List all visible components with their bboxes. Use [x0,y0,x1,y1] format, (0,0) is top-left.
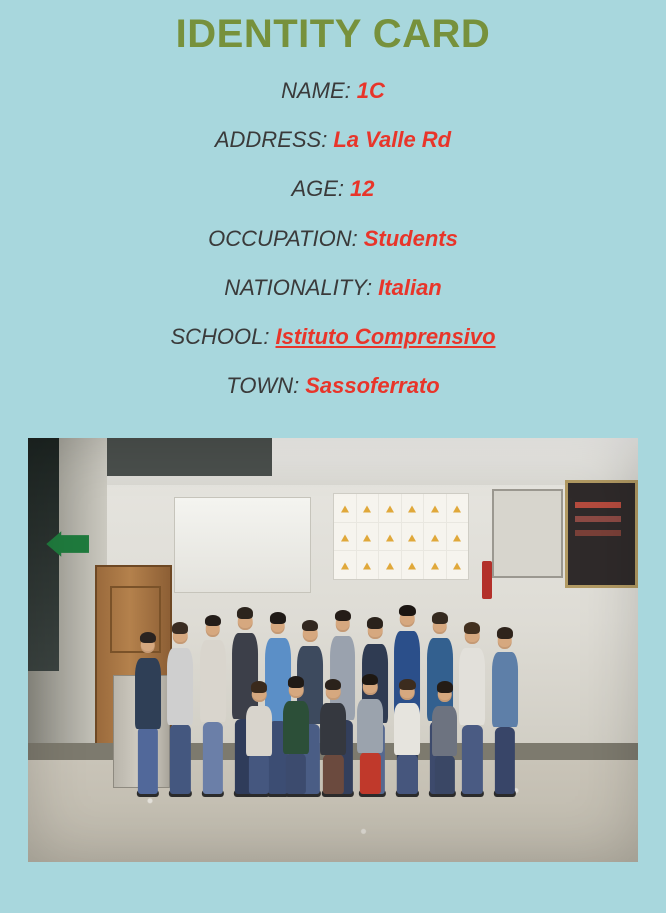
hair [399,679,415,691]
torso [394,703,420,755]
legs [170,724,190,795]
legs [249,753,269,794]
student [200,615,226,795]
hair [302,620,318,632]
field-row-school [20,325,646,349]
field-label-address: ADDRESS: [214,127,328,153]
hair [497,627,513,639]
legs [286,753,306,794]
class-group-photo [28,438,638,862]
student [459,622,485,794]
hair [251,681,267,693]
hair [432,612,448,624]
field-label-nationality: NATIONALITY: [224,274,373,300]
legs [203,722,223,794]
photo-scene [28,438,638,862]
sign-cell [379,523,401,551]
hair [270,612,286,624]
sign-cell [402,523,424,551]
hair [237,607,253,619]
torso [167,648,193,725]
legs [360,752,380,794]
legs [323,754,343,794]
hair [172,622,188,634]
sign-cell [447,523,469,551]
torso [200,640,226,723]
sign-cell [334,494,356,522]
legs [138,726,158,794]
sign-cell [334,523,356,551]
field-label-occupation: OCCUPATION: [208,225,358,251]
field-value-address: La Valle Rd [333,127,452,153]
student [135,632,161,794]
torso [432,706,458,756]
field-value-occupation: Students [363,225,458,251]
field-label-school: SCHOOL: [170,323,270,349]
sign-cell [357,523,379,551]
legs [462,725,482,794]
field-label-name: NAME: [281,78,351,103]
hair [288,676,304,688]
field-row-town [20,374,646,398]
field-value-name: 1C [356,78,385,103]
field-value-nationality: Italian [378,274,442,300]
field-value-town: Sassoferrato [305,373,440,399]
sign-cell [357,494,379,522]
field-value-school: Istituto Comprensivo [275,323,496,349]
field-row-name [20,79,646,103]
sign-cell [402,494,424,522]
torso [459,648,485,725]
field-label-age: AGE: [291,176,345,202]
hair [334,610,350,622]
field-row-age [20,177,646,201]
hair [205,615,221,627]
torso [283,701,309,754]
field-row-occupation [20,227,646,251]
hair [325,679,341,691]
torso [357,699,383,753]
hair [367,617,383,629]
sign-cell [447,494,469,522]
torso [320,703,346,755]
sign-cell [424,523,446,551]
identity-fields [0,79,666,398]
field-row-address [20,128,646,152]
torso [246,706,272,756]
student [492,627,518,794]
sign-cell [424,494,446,522]
legs [434,755,454,795]
ceiling-shadow [101,438,272,476]
field-row-nationality [20,276,646,300]
corridor-left-dark-edge [28,438,59,671]
students-group [126,548,590,794]
torso [492,652,518,727]
legs [495,727,515,794]
hair [140,632,156,644]
sign-cell [379,494,401,522]
hair [464,622,480,634]
hair [399,605,415,617]
legs [397,754,417,794]
hair [436,681,452,693]
torso [135,658,161,729]
hair [362,674,378,686]
page-title: IDENTITY CARD [175,12,491,56]
field-value-age: 12 [350,176,375,202]
student [167,622,193,794]
field-label-town: TOWN: [226,373,300,399]
